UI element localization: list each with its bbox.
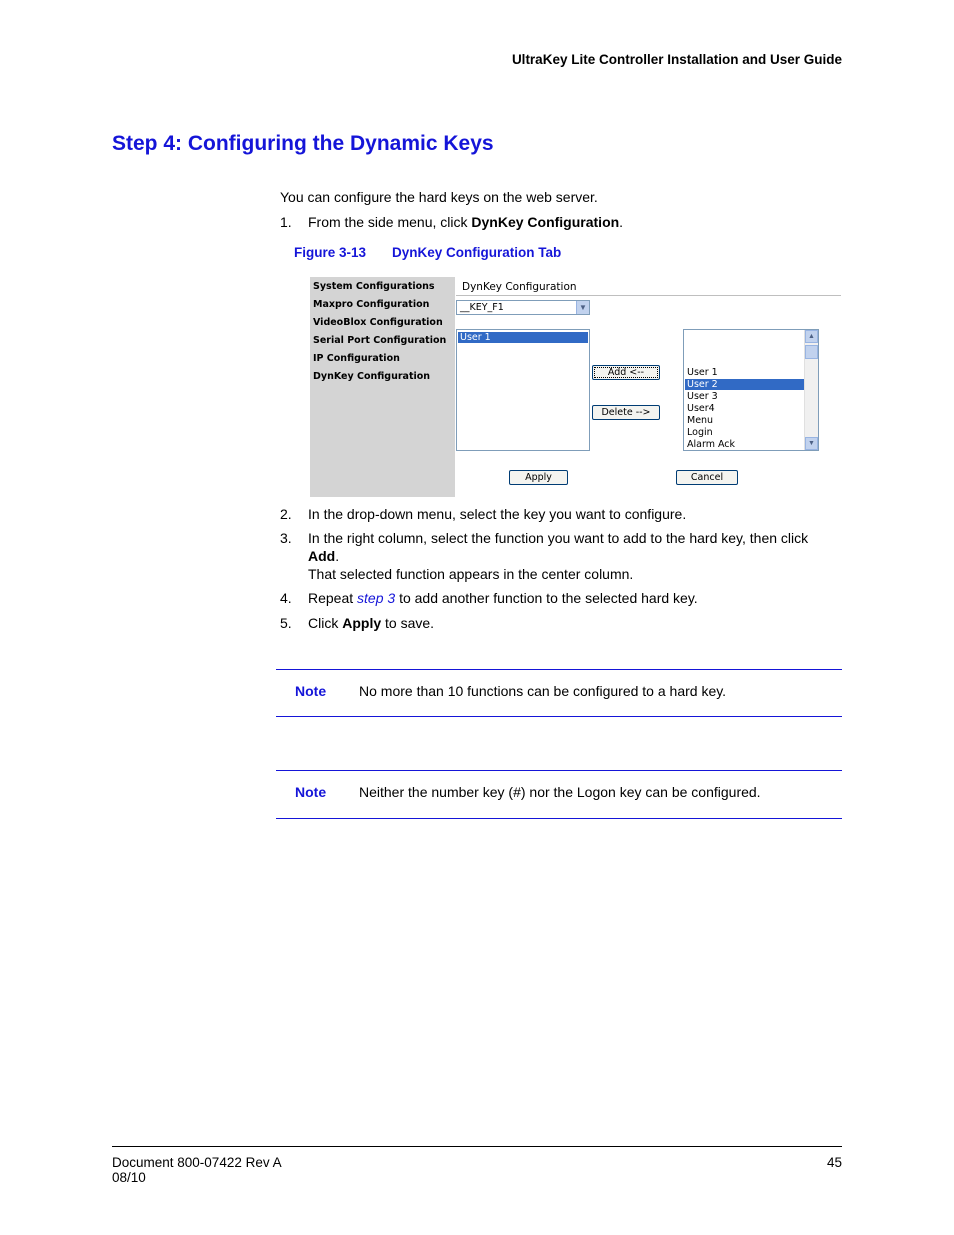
footer-document (112, 1155, 282, 1185)
step-text-end: to save. (381, 615, 435, 631)
delete-button[interactable]: Delete --> (592, 405, 660, 420)
step-number: 4. (280, 590, 292, 606)
key-select[interactable] (456, 300, 590, 315)
document-date: 08/10 (112, 1170, 146, 1185)
step-text: In the right column, select the function you want to add to the hard key, then click (308, 530, 809, 546)
chevron-up-icon[interactable]: ▲ (805, 330, 818, 343)
figure-title: DynKey Configuration Tab (392, 245, 562, 260)
dynkey-configuration-screenshot (310, 277, 841, 498)
step-bold: Apply (342, 615, 382, 631)
cancel-button[interactable]: Cancel (676, 470, 738, 485)
panel-title: DynKey Configuration (462, 281, 577, 293)
step-bold: DynKey Configuration (471, 214, 620, 230)
side-menu-item-maxpro[interactable]: Maxpro Configuration (313, 299, 430, 310)
step-result: That selected function appears in the center column. (308, 566, 634, 582)
note-label: Note (295, 784, 327, 800)
side-menu-item-serial-port[interactable]: Serial Port Configuration (313, 335, 447, 346)
step-1 (280, 213, 840, 231)
side-menu-item-system[interactable]: System Configurations (313, 281, 435, 292)
scroll-thumb[interactable] (805, 345, 818, 359)
side-menu (310, 277, 455, 497)
note-label: Note (295, 683, 327, 699)
step-number: 2. (280, 506, 292, 522)
running-header: UltraKey Lite Controller Installation and User Guide (511, 52, 842, 67)
page-number: 45 (826, 1155, 842, 1170)
step-bold: Add (308, 548, 336, 564)
available-functions-list[interactable] (683, 329, 819, 451)
step-text: Click (308, 615, 343, 631)
step-text-end: . (335, 548, 340, 564)
apply-button[interactable]: Apply (509, 470, 568, 485)
figure-number: Figure 3-13 (294, 245, 367, 260)
note-text: Neither the number key (#) nor the Logon key can be configured. (359, 784, 761, 800)
add-button[interactable]: Add <-- (592, 365, 660, 380)
step-5 (280, 614, 840, 632)
step-text-end: to add another function to the selected hard key. (395, 590, 698, 606)
step-text: In the drop-down menu, select the key you want to configure. (308, 506, 687, 522)
step-number: 1. (280, 214, 292, 230)
note-rule-top (276, 669, 842, 670)
list-item[interactable]: Alarm Ack (687, 439, 736, 450)
list-item[interactable]: User 1 (458, 332, 588, 343)
side-menu-item-ip[interactable]: IP Configuration (313, 353, 400, 364)
step-text: Repeat (308, 590, 358, 606)
step-4 (280, 589, 840, 607)
assigned-functions-list[interactable] (456, 329, 590, 451)
list-item[interactable]: User4 (687, 403, 715, 414)
side-menu-item-dynkey[interactable]: DynKey Configuration (313, 371, 431, 382)
chevron-down-icon[interactable]: ▼ (576, 301, 589, 314)
step-2 (280, 505, 840, 523)
list-item[interactable]: User 3 (687, 391, 718, 402)
list-item[interactable]: Login (687, 427, 713, 438)
note-rule-bottom (276, 716, 842, 717)
list-scrollbar[interactable] (804, 330, 818, 450)
key-select-value: __KEY_F1 (460, 302, 504, 313)
side-menu-item-videoblox[interactable]: VideoBlox Configuration (313, 317, 443, 328)
section-title: Step 4: Configuring the Dynamic Keys (112, 132, 494, 155)
panel-divider (456, 295, 841, 296)
figure-caption (294, 245, 561, 260)
note-rule-top (276, 770, 842, 771)
intro-paragraph: You can configure the hard keys on the web server. (280, 189, 598, 205)
step-link[interactable]: step 3 (357, 590, 396, 606)
step-number: 3. (280, 530, 292, 546)
step-text: From the side menu, click (308, 214, 472, 230)
footer-divider (112, 1146, 842, 1147)
chevron-down-icon[interactable]: ▼ (805, 437, 818, 450)
note-rule-bottom (276, 818, 842, 819)
list-item[interactable]: User 1 (687, 367, 718, 378)
list-item[interactable]: User 2 (685, 379, 805, 390)
step-3 (280, 529, 840, 583)
list-item[interactable]: Menu (687, 415, 714, 426)
document-number: Document 800-07422 Rev A (112, 1155, 282, 1170)
step-number: 5. (280, 615, 292, 631)
note-text: No more than 10 functions can be configured to a hard key. (359, 683, 727, 699)
step-text-end: . (619, 214, 624, 230)
